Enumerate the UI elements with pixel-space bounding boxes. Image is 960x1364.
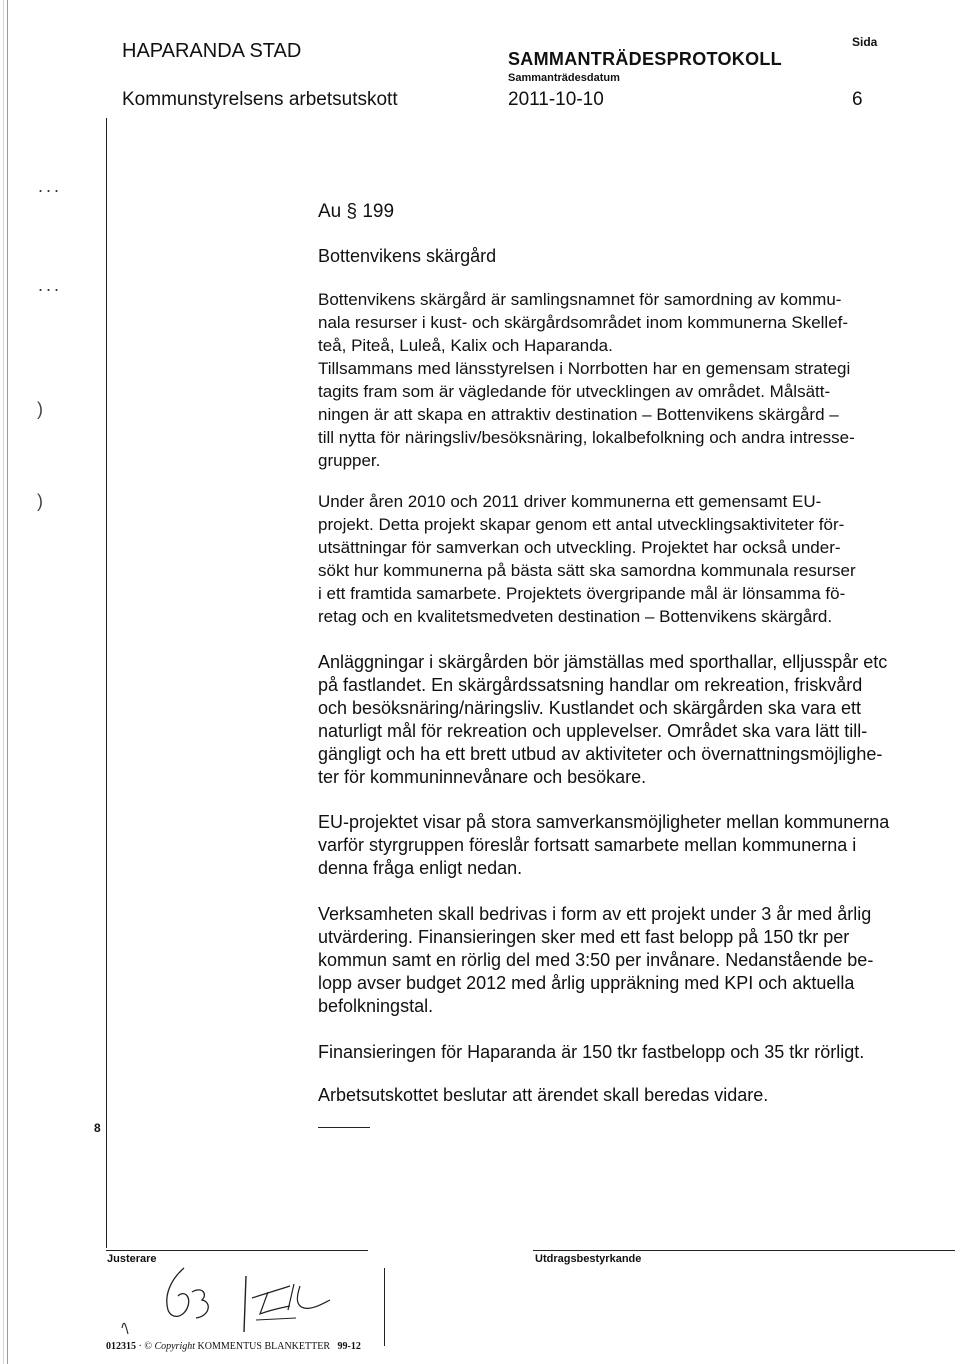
paragraph-line: ningen är att skapa en attraktiv destination – Bottenvikens skärgård – [318, 405, 839, 424]
signatures [118, 1262, 358, 1342]
paragraph-line: Finansieringen för Haparanda är 150 tkr fastbelopp och 35 tkr rörligt. [318, 1042, 865, 1062]
paragraph-line: Verksamheten skall bedrivas i form av ett projekt under 3 år med årlig [318, 904, 872, 924]
margin-number: 8 [94, 1121, 101, 1135]
publisher-name: KOMMENTUS BLANKETTER [197, 1341, 331, 1352]
copyright-symbol: © [144, 1341, 152, 1352]
paragraph-haparanda-share [318, 1041, 928, 1064]
binder-edge-light [3, 0, 4, 1364]
section-title: Bottenvikens skärgård [318, 246, 497, 266]
signature-stroke [256, 1318, 296, 1320]
section-end-rule [318, 1127, 370, 1128]
paragraph-line: nala resurser i kust- och skärgårdsområdet inom kommunerna Skellef- [318, 313, 849, 332]
paragraph-line: Bottenvikens skärgård är samlingsnamnet för samordning av kommu- [318, 290, 842, 309]
meeting-date: 2011-10-10 [508, 89, 604, 110]
paragraph-line: tagits fram som är vägledande för utvecklingen av området. Målsätt- [318, 382, 831, 401]
paragraph-line: retag och en kvalitetsmedveten destination – Bottenvikens skärgård. [318, 607, 833, 626]
paragraph-line: EU-projektet visar på stora samverkansmöjligheter mellan kommunerna [318, 812, 890, 832]
paragraph-line: utsättningar för samverkan och utveckling. Projektet har också under- [318, 538, 841, 557]
paragraph-eu-project [318, 490, 928, 628]
paragraph-line: kommun samt en rörlig del med 3:50 per invånare. Nedanstående be- [318, 950, 874, 970]
paragraph-line: Under åren 2010 och 2011 driver kommunerna ett gemensamt EU- [318, 492, 822, 511]
page-label: Sida [852, 35, 878, 49]
form-footer [106, 1341, 361, 1352]
binder-edge [7, 0, 8, 1364]
signature-stroke [244, 1276, 246, 1332]
copyright-word: Copyright [154, 1341, 196, 1352]
paragraph-line: varför styrgruppen föreslår fortsatt samarbete mellan kommunerna i [318, 835, 857, 855]
signature-stroke [122, 1323, 128, 1334]
utdrag-label: Utdragsbestyrkande [535, 1253, 642, 1265]
page-number: 6 [852, 89, 863, 110]
paragraph-recommendation [318, 811, 928, 880]
paragraph-line: utvärdering. Finansieringen sker med ett fast belopp på 150 tkr per [318, 927, 850, 947]
form-edition: 99-12 [337, 1341, 361, 1352]
signature-divider [384, 1268, 385, 1346]
paragraph-line: Arbetsutskottet beslutar att ärendet skall beredas vidare. [318, 1085, 769, 1105]
paragraph-decision [318, 1084, 928, 1107]
committee-name: Kommunstyrelsens arbetsutskott [122, 89, 398, 110]
paragraph-line: till nytta för näringsliv/besöksnäring, lokalbefolkning och andra intresse- [318, 428, 855, 447]
justerare-rule [106, 1250, 368, 1251]
margin-bracket: ) [37, 399, 43, 419]
paragraph-line: Tillsammans med länsstyrelsen i Norrbotten har en gemensam strategi [318, 359, 851, 378]
organization-name: HAPARANDA STAD [122, 40, 302, 62]
paragraph-line: sökt hur kommunerna på bästa sätt ska samordna kommunala resurser [318, 561, 856, 580]
paragraph-line: gängligt och ha ett brett utbud av aktiviteter och övernattningsmöjlighe- [318, 744, 883, 764]
document-title: SAMMANTRÄDESPROTOKOLL [508, 49, 782, 69]
signature-stroke [192, 1290, 208, 1318]
paragraph-intro [318, 288, 928, 472]
justerare-label: Justerare [107, 1253, 157, 1265]
form-code: 012315 [106, 1341, 136, 1352]
paragraph-line: projekt. Detta projekt skapar genom ett antal utvecklingsaktiviteter för- [318, 515, 845, 534]
paragraph-line: lopp avser budget 2012 med årlig uppräkning med KPI och aktuella [318, 973, 855, 993]
paragraph-line: denna fråga enligt nedan. [318, 858, 523, 878]
paragraph-facilities [318, 651, 928, 789]
date-label: Sammanträdesdatum [508, 72, 620, 84]
paragraph-line: grupper. [318, 451, 381, 470]
paragraph-line: naturligt mål för rekreation och upplevelser. Området ska vara lätt till- [318, 721, 868, 741]
margin-rule [106, 118, 107, 1248]
margin-bracket: ) [37, 491, 43, 511]
paragraph-line: på fastlandet. En skärgårdssatsning handlar om rekreation, friskvård [318, 675, 863, 695]
signature-stroke [167, 1268, 189, 1316]
margin-dots: ... [38, 275, 63, 295]
paragraph-line: teå, Piteå, Luleå, Kalix och Haparanda. [318, 336, 613, 355]
paragraph-line: och besöksnäring/näringsliv. Kustlandet och skärgården ska vara ett [318, 698, 861, 718]
section-number: Au § 199 [318, 201, 395, 222]
paragraph-line: Anläggningar i skärgården bör jämställas med sporthallar, elljusspår etc [318, 652, 888, 672]
footer-separator: · [138, 1341, 142, 1352]
margin-dots: ... [38, 176, 63, 196]
paragraph-financing [318, 903, 928, 1018]
utdrag-rule [533, 1250, 955, 1251]
signature-stroke [252, 1286, 290, 1314]
paragraph-line: i ett framtida samarbete. Projektets övergripande mål är lönsamma fö- [318, 584, 846, 603]
paragraph-line: ter för kommuninnevånare och besökare. [318, 767, 647, 787]
signature-stroke [288, 1284, 330, 1310]
paragraph-line: befolkningstal. [318, 996, 434, 1016]
